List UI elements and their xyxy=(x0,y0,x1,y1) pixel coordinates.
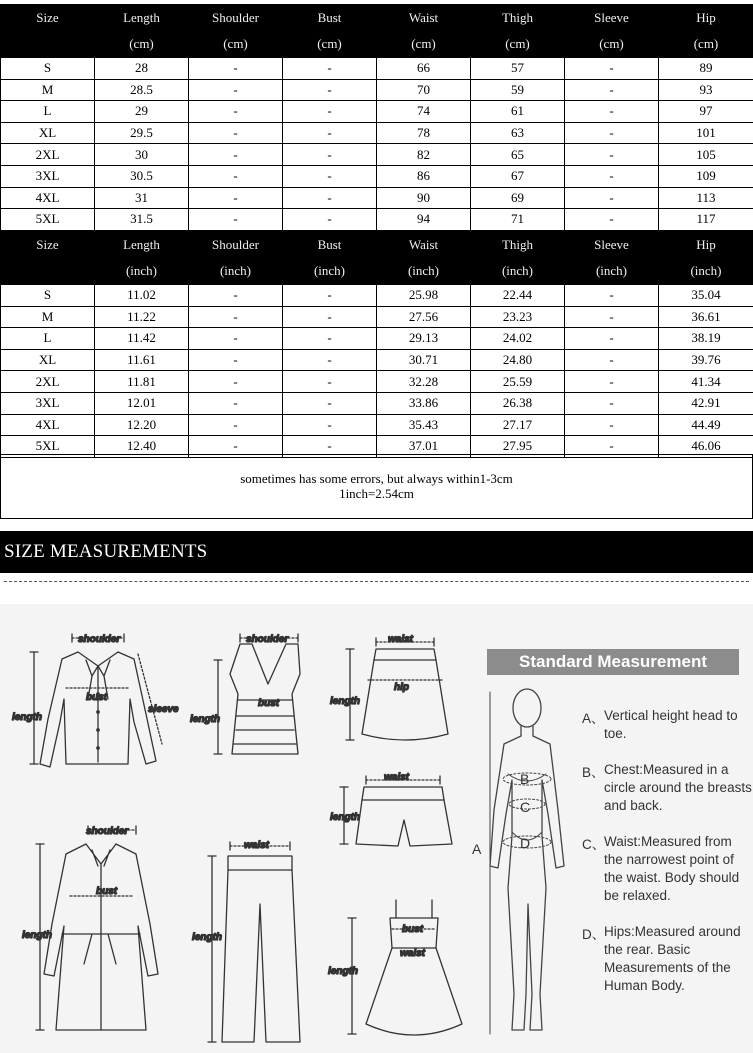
value-cell: 38.19 xyxy=(659,328,753,350)
column-header: Thigh xyxy=(471,5,565,31)
size-cell: M xyxy=(1,79,95,101)
definition-a xyxy=(582,707,752,743)
value-cell: 28 xyxy=(95,58,189,80)
column-header: Shoulder xyxy=(189,5,283,31)
column-unit: (cm) xyxy=(283,31,377,58)
value-cell: 11.42 xyxy=(95,328,189,350)
label-waist-dress: waist xyxy=(400,948,426,959)
label-bust-dress: bust xyxy=(402,924,424,935)
column-unit: (inch) xyxy=(283,258,377,285)
definition-letter: B、 xyxy=(582,765,605,780)
value-cell: - xyxy=(283,58,377,80)
size-cell: 2XL xyxy=(1,371,95,393)
table-header xyxy=(1,5,753,58)
label-shoulder-coat: shoulder xyxy=(86,826,129,837)
value-cell: - xyxy=(283,79,377,101)
value-cell: 86 xyxy=(377,165,471,187)
table-row xyxy=(1,349,753,371)
label-hip-skirt: hip xyxy=(394,682,409,693)
column-header: Thigh xyxy=(471,232,565,258)
units-row xyxy=(1,258,753,285)
column-header: Waist xyxy=(377,5,471,31)
definition-letter: C、 xyxy=(582,837,606,852)
column-header: Sleeve xyxy=(565,5,659,31)
column-unit xyxy=(1,258,95,285)
value-cell: - xyxy=(565,436,659,458)
table-row xyxy=(1,414,753,436)
value-cell: - xyxy=(565,144,659,166)
table-row xyxy=(1,371,753,393)
coat-illustration xyxy=(36,826,158,1030)
label-bust-tank: bust xyxy=(258,698,280,709)
value-cell: 78 xyxy=(377,122,471,144)
value-cell: - xyxy=(189,209,283,231)
column-header: Length xyxy=(95,5,189,31)
value-cell: 105 xyxy=(659,144,753,166)
column-header: Bust xyxy=(283,232,377,258)
value-cell: - xyxy=(189,414,283,436)
size-table-cm xyxy=(0,4,753,231)
label-waist-shorts: waist xyxy=(384,772,410,783)
table-row xyxy=(1,165,753,187)
value-cell: - xyxy=(189,285,283,307)
value-cell: 27.17 xyxy=(471,414,565,436)
column-unit: (cm) xyxy=(471,31,565,58)
value-cell: - xyxy=(283,165,377,187)
value-cell: 89 xyxy=(659,58,753,80)
value-cell: 22.44 xyxy=(471,285,565,307)
value-cell: - xyxy=(565,371,659,393)
table-row xyxy=(1,328,753,350)
size-cell: L xyxy=(1,101,95,123)
value-cell: - xyxy=(283,122,377,144)
value-cell: 11.22 xyxy=(95,306,189,328)
value-cell: 30 xyxy=(95,144,189,166)
value-cell: - xyxy=(565,165,659,187)
value-cell: 94 xyxy=(377,209,471,231)
table-header xyxy=(1,232,753,285)
label-length-skirt: length xyxy=(330,696,360,707)
value-cell: - xyxy=(565,392,659,414)
definition-letter: A、 xyxy=(582,711,605,726)
letter-d: D xyxy=(520,835,531,851)
tank-top-illustration xyxy=(214,634,300,754)
definition-text: Waist:Measured from the narrowest point of the waist. Body should be relaxed. xyxy=(604,834,740,903)
value-cell: 25.59 xyxy=(471,371,565,393)
column-header: Hip xyxy=(659,232,753,258)
value-cell: 27.95 xyxy=(471,436,565,458)
letter-b: B xyxy=(520,771,530,787)
letter-c: C xyxy=(520,799,531,815)
value-cell: - xyxy=(283,187,377,209)
label-length-coat: length xyxy=(22,930,52,941)
size-cell: XL xyxy=(1,349,95,371)
note-line-1: sometimes has some errors, but always within1-3cm xyxy=(240,471,513,486)
label-shoulder: shoulder xyxy=(78,634,121,645)
definition-d xyxy=(582,923,752,995)
value-cell: 37.01 xyxy=(377,436,471,458)
value-cell: - xyxy=(283,371,377,393)
column-header: Sleeve xyxy=(565,232,659,258)
column-unit: (cm) xyxy=(659,31,753,58)
value-cell: 11.81 xyxy=(95,371,189,393)
value-cell: 29.13 xyxy=(377,328,471,350)
value-cell: - xyxy=(565,58,659,80)
table-row xyxy=(1,101,753,123)
value-cell: 36.61 xyxy=(659,306,753,328)
value-cell: 12.40 xyxy=(95,436,189,458)
size-cell: 5XL xyxy=(1,209,95,231)
value-cell: 66 xyxy=(377,58,471,80)
header-row xyxy=(1,5,753,31)
value-cell: 101 xyxy=(659,122,753,144)
column-header: Hip xyxy=(659,5,753,31)
column-header: Bust xyxy=(283,5,377,31)
value-cell: - xyxy=(565,187,659,209)
value-cell: 71 xyxy=(471,209,565,231)
value-cell: 44.49 xyxy=(659,414,753,436)
value-cell: - xyxy=(189,187,283,209)
value-cell: 69 xyxy=(471,187,565,209)
header-row xyxy=(1,232,753,258)
value-cell: - xyxy=(565,328,659,350)
value-cell: 31.5 xyxy=(95,209,189,231)
value-cell: - xyxy=(565,349,659,371)
value-cell: 39.76 xyxy=(659,349,753,371)
value-cell: - xyxy=(283,285,377,307)
value-cell: - xyxy=(283,349,377,371)
value-cell: - xyxy=(283,144,377,166)
table-row xyxy=(1,79,753,101)
value-cell: - xyxy=(189,371,283,393)
definition-letter: D、 xyxy=(582,927,606,942)
size-cell: 3XL xyxy=(1,392,95,414)
value-cell: 30.5 xyxy=(95,165,189,187)
column-header: Waist xyxy=(377,232,471,258)
value-cell: 12.20 xyxy=(95,414,189,436)
value-cell: - xyxy=(189,79,283,101)
size-cell: 3XL xyxy=(1,165,95,187)
value-cell: - xyxy=(283,209,377,231)
label-waist-trousers: waist xyxy=(244,840,270,851)
measurement-diagram-panel xyxy=(0,604,753,1053)
value-cell: - xyxy=(283,306,377,328)
value-cell: - xyxy=(565,79,659,101)
value-cell: 63 xyxy=(471,122,565,144)
column-header: Size xyxy=(1,5,95,31)
value-cell: - xyxy=(565,101,659,123)
value-cell: 33.86 xyxy=(377,392,471,414)
column-unit: (inch) xyxy=(565,258,659,285)
table-row xyxy=(1,187,753,209)
value-cell: 109 xyxy=(659,165,753,187)
value-cell: - xyxy=(189,144,283,166)
value-cell: 70 xyxy=(377,79,471,101)
value-cell: - xyxy=(189,436,283,458)
value-cell: - xyxy=(189,349,283,371)
table-row xyxy=(1,58,753,80)
size-cell: 4XL xyxy=(1,187,95,209)
column-header: Size xyxy=(1,232,95,258)
column-header: Shoulder xyxy=(189,232,283,258)
value-cell: 30.71 xyxy=(377,349,471,371)
label-length-shorts: length xyxy=(330,812,360,823)
table-row xyxy=(1,306,753,328)
size-cell: L xyxy=(1,328,95,350)
value-cell: - xyxy=(189,392,283,414)
measurement-definitions xyxy=(582,707,752,995)
label-bust: bust xyxy=(86,692,108,703)
body-figure-illustration xyxy=(490,689,564,1034)
value-cell: 23.23 xyxy=(471,306,565,328)
table-row xyxy=(1,122,753,144)
table-row xyxy=(1,392,753,414)
value-cell: 97 xyxy=(659,101,753,123)
value-cell: 35.04 xyxy=(659,285,753,307)
value-cell: - xyxy=(283,101,377,123)
letter-a: A xyxy=(472,841,482,857)
dashed-divider xyxy=(4,581,749,582)
value-cell: - xyxy=(189,165,283,187)
value-cell: 27.56 xyxy=(377,306,471,328)
value-cell: 35.43 xyxy=(377,414,471,436)
value-cell: - xyxy=(189,58,283,80)
value-cell: 93 xyxy=(659,79,753,101)
value-cell: 57 xyxy=(471,58,565,80)
value-cell: 65 xyxy=(471,144,565,166)
table-row xyxy=(1,209,753,231)
value-cell: 90 xyxy=(377,187,471,209)
size-cell: S xyxy=(1,58,95,80)
table-row xyxy=(1,285,753,307)
column-header: Length xyxy=(95,232,189,258)
value-cell: 42.91 xyxy=(659,392,753,414)
column-unit: (inch) xyxy=(377,258,471,285)
value-cell: 24.02 xyxy=(471,328,565,350)
value-cell: - xyxy=(565,122,659,144)
definition-text: Chest:Measured in a circle around the breasts and back. xyxy=(604,762,752,813)
label-length-tank: length xyxy=(190,714,220,725)
column-unit: (inch) xyxy=(471,258,565,285)
label-shoulder-tank: shoulder xyxy=(246,634,289,645)
note-line-2: 1inch=2.54cm xyxy=(339,486,414,501)
value-cell: - xyxy=(189,101,283,123)
size-cell: S xyxy=(1,285,95,307)
column-unit: (inch) xyxy=(95,258,189,285)
label-bust-coat: bust xyxy=(96,886,118,897)
value-cell: 12.01 xyxy=(95,392,189,414)
size-cell: 5XL xyxy=(1,436,95,458)
value-cell: - xyxy=(565,209,659,231)
value-cell: - xyxy=(189,328,283,350)
column-unit: (cm) xyxy=(565,31,659,58)
section-banner: SIZE MEASUREMENTS xyxy=(0,531,753,573)
value-cell: - xyxy=(283,328,377,350)
value-cell: 24.80 xyxy=(471,349,565,371)
value-cell: 117 xyxy=(659,209,753,231)
value-cell: 31 xyxy=(95,187,189,209)
size-cell: M xyxy=(1,306,95,328)
standard-measurement-title: Standard Measurement xyxy=(487,649,739,675)
value-cell: 11.61 xyxy=(95,349,189,371)
definition-text: Vertical height head to toe. xyxy=(604,708,738,741)
value-cell: 41.34 xyxy=(659,371,753,393)
measurement-note xyxy=(0,454,753,519)
value-cell: - xyxy=(565,285,659,307)
column-unit: (cm) xyxy=(377,31,471,58)
label-sleeve: sleeve xyxy=(148,704,179,715)
label-length: length xyxy=(12,712,42,723)
value-cell: 26.38 xyxy=(471,392,565,414)
size-cell: XL xyxy=(1,122,95,144)
value-cell: 59 xyxy=(471,79,565,101)
value-cell: - xyxy=(283,436,377,458)
label-length-dress: length xyxy=(328,966,358,977)
value-cell: - xyxy=(565,414,659,436)
value-cell: 67 xyxy=(471,165,565,187)
value-cell: 11.02 xyxy=(95,285,189,307)
value-cell: - xyxy=(565,306,659,328)
label-waist-skirt: waist xyxy=(388,634,414,645)
table-body xyxy=(1,285,753,458)
value-cell: 46.06 xyxy=(659,436,753,458)
size-cell: 4XL xyxy=(1,414,95,436)
value-cell: 74 xyxy=(377,101,471,123)
shorts-illustration xyxy=(340,776,452,846)
value-cell: 82 xyxy=(377,144,471,166)
value-cell: 113 xyxy=(659,187,753,209)
value-cell: 29.5 xyxy=(95,122,189,144)
value-cell: 61 xyxy=(471,101,565,123)
table-body xyxy=(1,58,753,231)
column-unit: (cm) xyxy=(95,31,189,58)
column-unit: (cm) xyxy=(189,31,283,58)
value-cell: - xyxy=(283,392,377,414)
definition-b xyxy=(582,761,752,815)
value-cell: - xyxy=(189,306,283,328)
value-cell: - xyxy=(283,414,377,436)
label-length-trousers: length xyxy=(192,932,222,943)
column-unit: (inch) xyxy=(659,258,753,285)
column-unit: (inch) xyxy=(189,258,283,285)
dress-illustration xyxy=(348,900,462,1035)
column-unit xyxy=(1,31,95,58)
value-cell: 28.5 xyxy=(95,79,189,101)
value-cell: 32.28 xyxy=(377,371,471,393)
size-cell: 2XL xyxy=(1,144,95,166)
definition-text: Hips:Measured around the rear. Basic Measurements of the Human Body. xyxy=(604,924,741,993)
value-cell: 25.98 xyxy=(377,285,471,307)
value-cell: 29 xyxy=(95,101,189,123)
value-cell: - xyxy=(189,122,283,144)
definition-c xyxy=(582,833,752,905)
units-row xyxy=(1,31,753,58)
size-table-inch xyxy=(0,231,753,458)
table-row xyxy=(1,144,753,166)
